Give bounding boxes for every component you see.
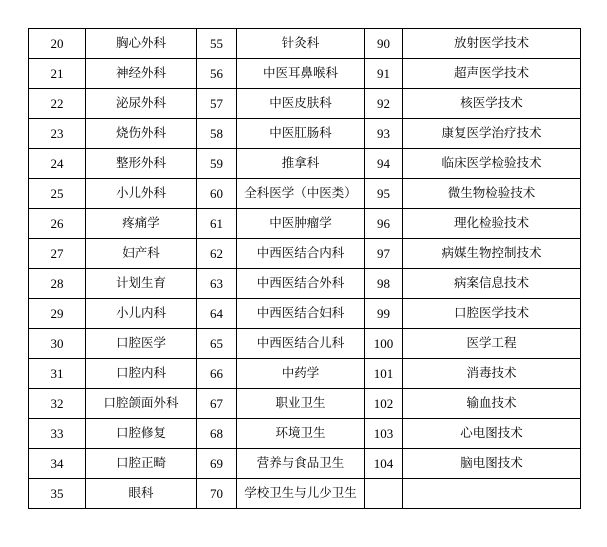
table-row xyxy=(29,479,581,509)
row-number-cell: 33 xyxy=(29,419,86,449)
row-number-cell: 66 xyxy=(197,359,237,389)
row-number-cell: 64 xyxy=(197,299,237,329)
row-number-cell: 25 xyxy=(29,179,86,209)
specialty-name-cell: 环境卫生 xyxy=(237,419,365,449)
specialty-name-cell: 整形外科 xyxy=(86,149,197,179)
row-number-cell: 29 xyxy=(29,299,86,329)
specialty-table xyxy=(28,28,581,509)
row-number-cell: 98 xyxy=(365,269,403,299)
row-number-cell: 92 xyxy=(365,89,403,119)
specialty-name-cell: 口腔正畸 xyxy=(86,449,197,479)
specialty-name-cell: 营养与食品卫生 xyxy=(237,449,365,479)
specialty-name-cell: 临床医学检验技术 xyxy=(403,149,581,179)
row-number-cell: 93 xyxy=(365,119,403,149)
specialty-name-cell: 口腔内科 xyxy=(86,359,197,389)
table-row xyxy=(29,389,581,419)
table-row xyxy=(29,449,581,479)
table-row xyxy=(29,419,581,449)
specialty-name-cell: 烧伤外科 xyxy=(86,119,197,149)
row-number-cell: 96 xyxy=(365,209,403,239)
specialty-name-cell: 输血技术 xyxy=(403,389,581,419)
specialty-name-cell: 口腔医学 xyxy=(86,329,197,359)
table-row xyxy=(29,179,581,209)
row-number-cell: 22 xyxy=(29,89,86,119)
row-number-cell: 90 xyxy=(365,29,403,59)
specialty-name-cell: 职业卫生 xyxy=(237,389,365,419)
row-number-cell: 67 xyxy=(197,389,237,419)
specialty-name-cell: 泌尿外科 xyxy=(86,89,197,119)
row-number-cell: 95 xyxy=(365,179,403,209)
row-number-cell: 99 xyxy=(365,299,403,329)
row-number-cell: 100 xyxy=(365,329,403,359)
row-number-cell: 35 xyxy=(29,479,86,509)
specialty-name-cell: 中西医结合外科 xyxy=(237,269,365,299)
row-number-cell: 102 xyxy=(365,389,403,419)
row-number-cell: 26 xyxy=(29,209,86,239)
specialty-name-cell: 病媒生物控制技术 xyxy=(403,239,581,269)
specialty-name-cell: 消毒技术 xyxy=(403,359,581,389)
row-number-cell: 101 xyxy=(365,359,403,389)
specialty-name-cell: 放射医学技术 xyxy=(403,29,581,59)
row-number-cell: 103 xyxy=(365,419,403,449)
specialty-name-cell: 中医肿瘤学 xyxy=(237,209,365,239)
specialty-name-cell: 心电图技术 xyxy=(403,419,581,449)
specialty-table-body xyxy=(29,29,581,509)
table-row xyxy=(29,59,581,89)
specialty-name-cell: 核医学技术 xyxy=(403,89,581,119)
table-row xyxy=(29,119,581,149)
specialty-name-cell: 理化检验技术 xyxy=(403,209,581,239)
row-number-cell: 23 xyxy=(29,119,86,149)
row-number-cell: 30 xyxy=(29,329,86,359)
row-number-cell: 31 xyxy=(29,359,86,389)
specialty-name-cell: 脑电图技术 xyxy=(403,449,581,479)
specialty-name-cell: 学校卫生与儿少卫生 xyxy=(237,479,365,509)
specialty-name-cell: 中医皮肤科 xyxy=(237,89,365,119)
row-number-cell: 32 xyxy=(29,389,86,419)
row-number-cell: 68 xyxy=(197,419,237,449)
table-row xyxy=(29,29,581,59)
specialty-name-cell: 中医耳鼻喉科 xyxy=(237,59,365,89)
specialty-name-cell: 微生物检验技术 xyxy=(403,179,581,209)
specialty-name-cell: 计划生育 xyxy=(86,269,197,299)
specialty-name-cell: 病案信息技术 xyxy=(403,269,581,299)
specialty-name-cell: 中医肛肠科 xyxy=(237,119,365,149)
row-number-cell: 65 xyxy=(197,329,237,359)
row-number-cell: 24 xyxy=(29,149,86,179)
specialty-name-cell: 小儿外科 xyxy=(86,179,197,209)
row-number-cell: 21 xyxy=(29,59,86,89)
table-row xyxy=(29,149,581,179)
specialty-name-cell: 中药学 xyxy=(237,359,365,389)
table-row xyxy=(29,269,581,299)
table-row xyxy=(29,89,581,119)
row-number-cell: 58 xyxy=(197,119,237,149)
table-row xyxy=(29,209,581,239)
table-row xyxy=(29,329,581,359)
specialty-name-cell: 针灸科 xyxy=(237,29,365,59)
row-number-cell: 70 xyxy=(197,479,237,509)
specialty-name-cell: 医学工程 xyxy=(403,329,581,359)
row-number-cell: 20 xyxy=(29,29,86,59)
table-row xyxy=(29,299,581,329)
specialty-name-cell: 中西医结合内科 xyxy=(237,239,365,269)
specialty-name-cell: 眼科 xyxy=(86,479,197,509)
specialty-name-cell: 神经外科 xyxy=(86,59,197,89)
specialty-name-cell: 胸心外科 xyxy=(86,29,197,59)
row-number-cell: 94 xyxy=(365,149,403,179)
specialty-name-cell: 口腔修复 xyxy=(86,419,197,449)
specialty-name-cell: 口腔颌面外科 xyxy=(86,389,197,419)
row-number-cell: 61 xyxy=(197,209,237,239)
specialty-name-cell: 小儿内科 xyxy=(86,299,197,329)
row-number-cell: 63 xyxy=(197,269,237,299)
table-row xyxy=(29,239,581,269)
row-number-cell: 34 xyxy=(29,449,86,479)
row-number-cell: 69 xyxy=(197,449,237,479)
row-number-cell: 59 xyxy=(197,149,237,179)
row-number-cell: 104 xyxy=(365,449,403,479)
row-number-cell: 57 xyxy=(197,89,237,119)
table-row xyxy=(29,359,581,389)
specialty-name-cell: 妇产科 xyxy=(86,239,197,269)
specialty-name-cell: 超声医学技术 xyxy=(403,59,581,89)
row-number-cell xyxy=(365,479,403,509)
specialty-name-cell: 中西医结合妇科 xyxy=(237,299,365,329)
specialty-name-cell: 疼痛学 xyxy=(86,209,197,239)
specialty-name-cell: 全科医学（中医类） xyxy=(237,179,365,209)
row-number-cell: 28 xyxy=(29,269,86,299)
row-number-cell: 56 xyxy=(197,59,237,89)
specialty-name-cell: 口腔医学技术 xyxy=(403,299,581,329)
specialty-name-cell xyxy=(403,479,581,509)
row-number-cell: 60 xyxy=(197,179,237,209)
specialty-name-cell: 推拿科 xyxy=(237,149,365,179)
row-number-cell: 91 xyxy=(365,59,403,89)
row-number-cell: 55 xyxy=(197,29,237,59)
specialty-name-cell: 康复医学治疗技术 xyxy=(403,119,581,149)
row-number-cell: 27 xyxy=(29,239,86,269)
row-number-cell: 97 xyxy=(365,239,403,269)
specialty-name-cell: 中西医结合儿科 xyxy=(237,329,365,359)
row-number-cell: 62 xyxy=(197,239,237,269)
